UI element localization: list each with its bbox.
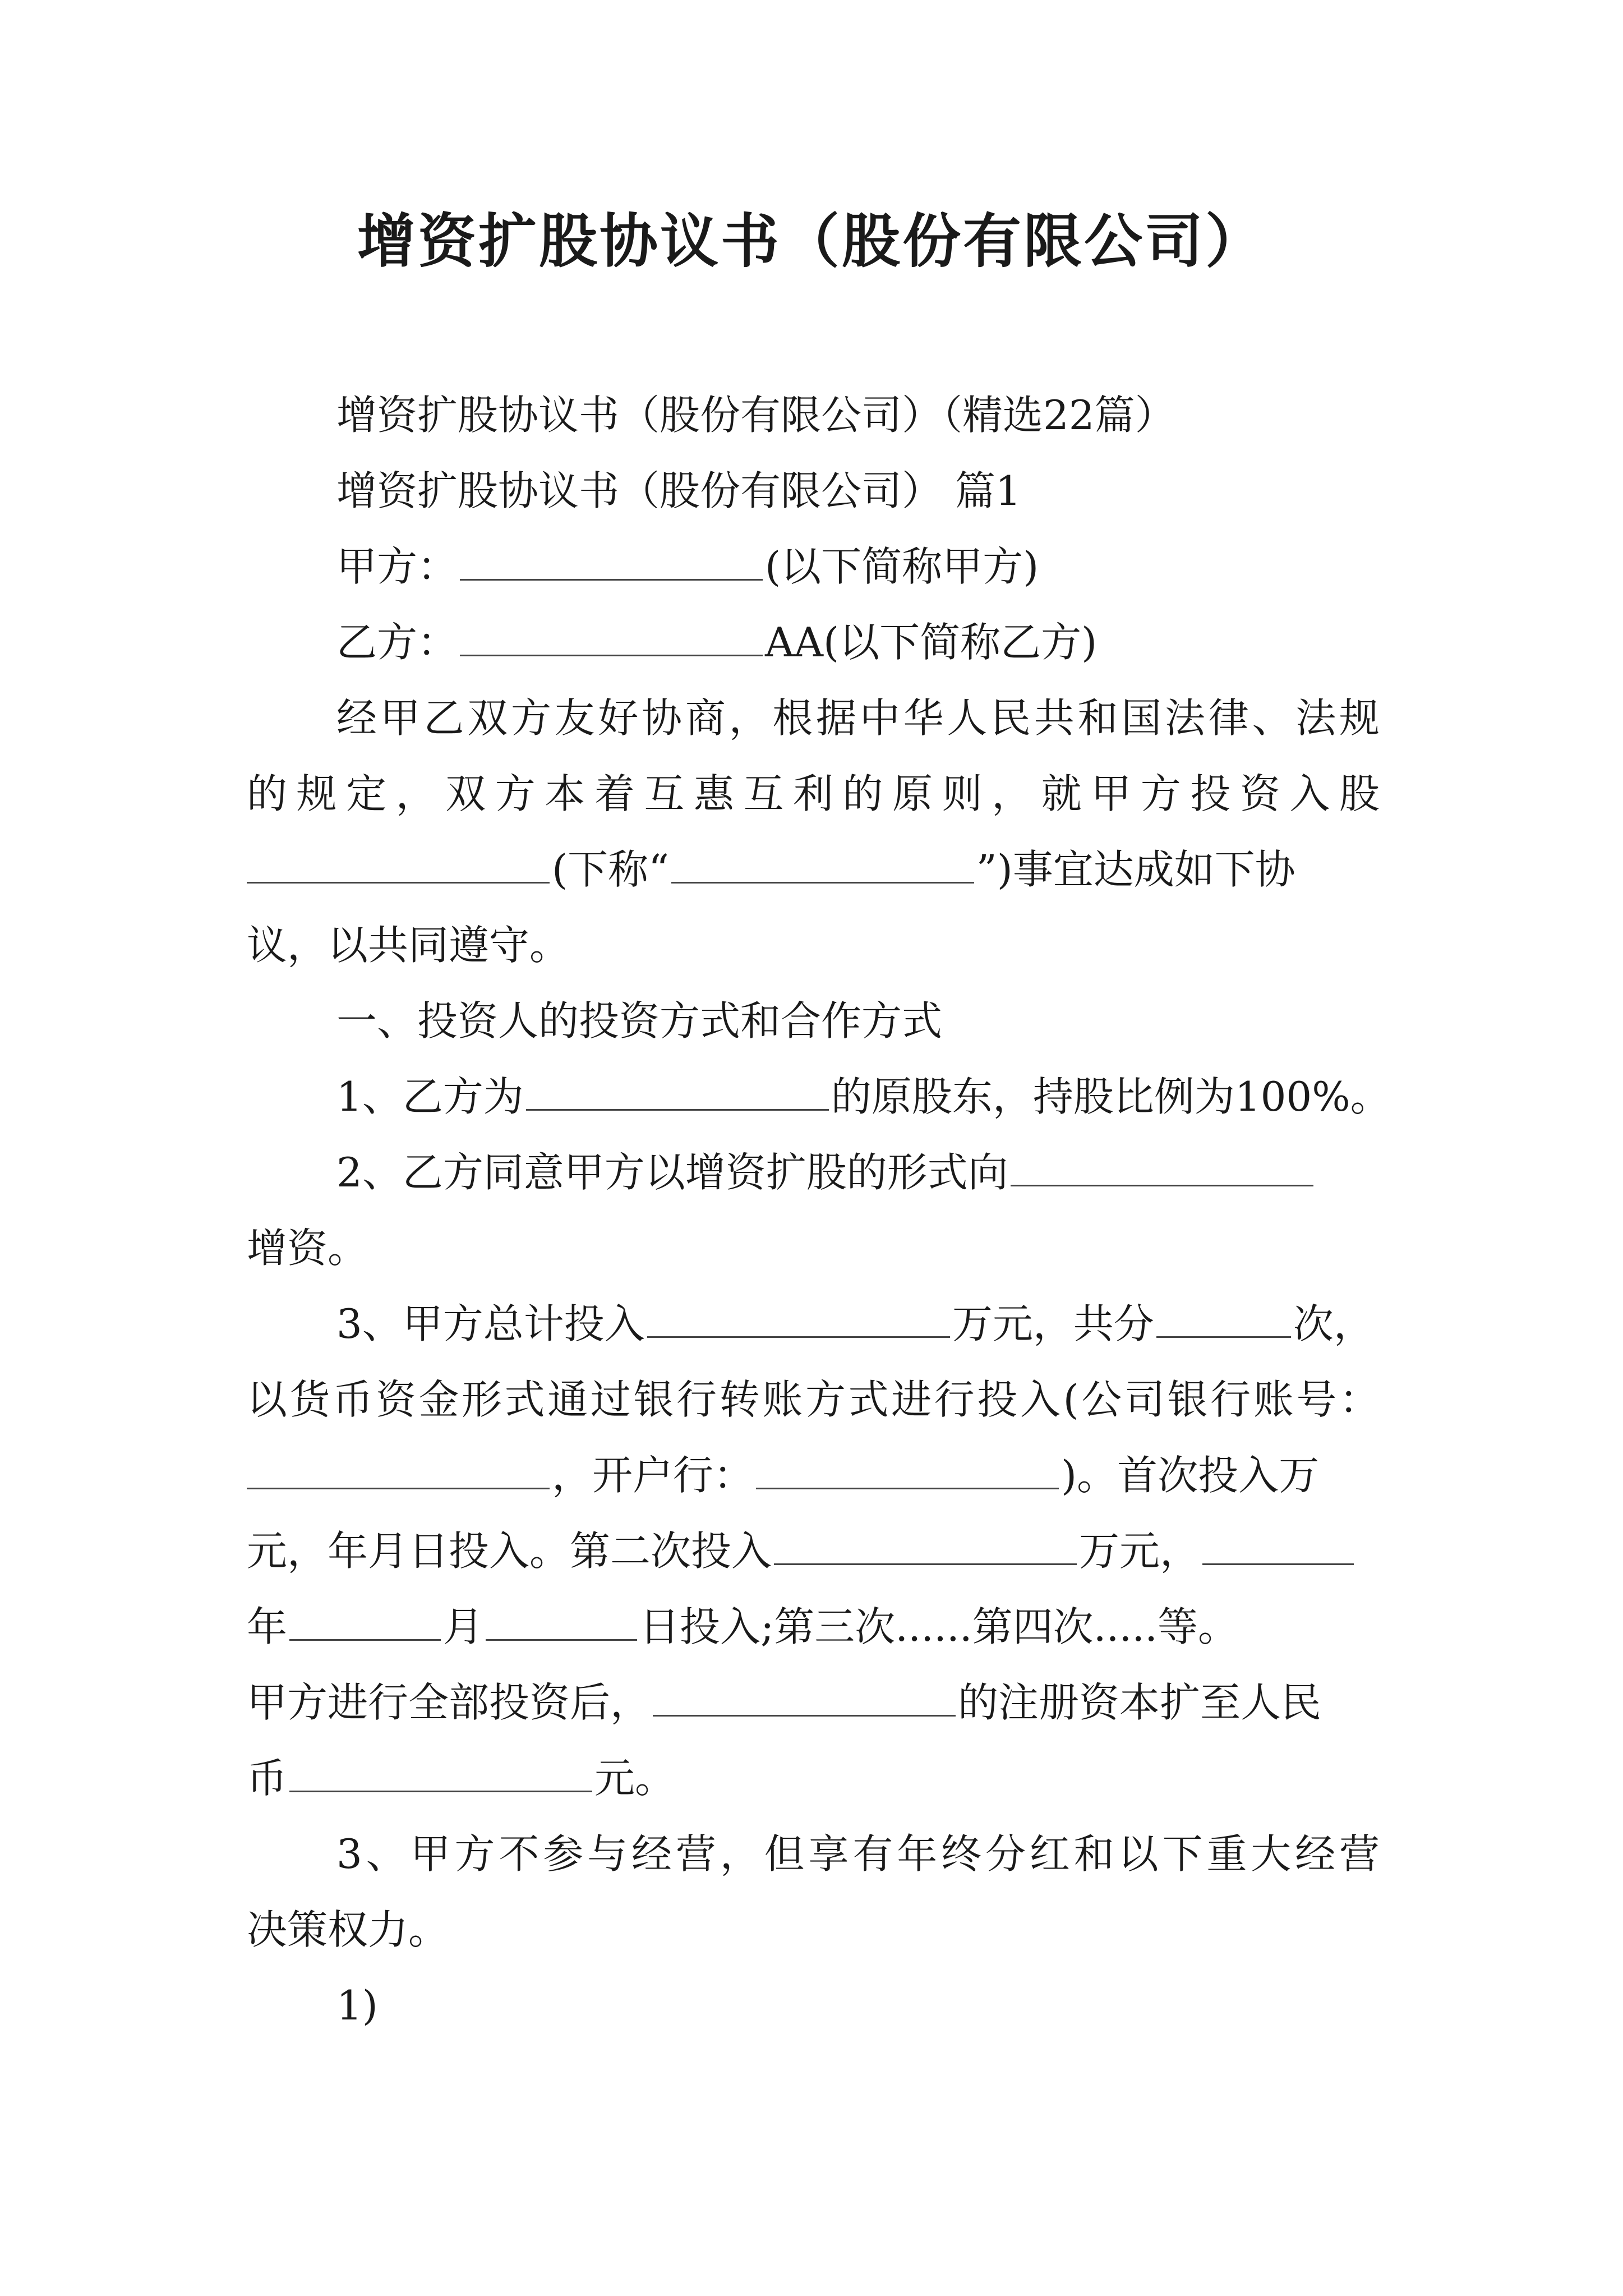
second-amount-blank bbox=[774, 1524, 1077, 1565]
party-a-blank bbox=[460, 540, 763, 581]
section-heading: 增资扩股协议书（股份有限公司） 篇1 bbox=[336, 467, 1021, 514]
sub-item-1: 1) bbox=[336, 1982, 378, 2029]
item-3-line-2: 以货币资金形式通过银行转账方式进行投入(公司银行账号： bbox=[247, 1376, 1380, 1423]
company-capital-blank bbox=[653, 1676, 956, 1717]
invest-target-blank bbox=[247, 843, 550, 884]
bank-name-blank bbox=[756, 1448, 1059, 1489]
document-heading: 增资扩股协议书（股份有限公司）（精选22篇） bbox=[336, 392, 1175, 439]
times-blank bbox=[1156, 1297, 1291, 1338]
item-3: 3、甲方总计投入 万元，共分 次， bbox=[336, 1296, 1374, 1352]
party-a-label: 甲方： bbox=[336, 543, 458, 590]
month-blank bbox=[289, 1600, 441, 1641]
item-1: 1、乙方为 的原股东，持股比例为100%。 bbox=[336, 1069, 1391, 1125]
item-3-line-7: 币 元。 bbox=[247, 1750, 675, 1806]
total-amount-blank bbox=[647, 1297, 950, 1338]
abbrev-blank bbox=[671, 843, 974, 884]
party-a-suffix: (以下简称甲方) bbox=[765, 543, 1039, 590]
company-blank bbox=[526, 1070, 829, 1111]
document-title: 增资扩股协议书（股份有限公司） bbox=[357, 206, 1266, 275]
party-b-label: 乙方： bbox=[336, 619, 458, 666]
party-b-blank bbox=[460, 615, 763, 656]
item-3-line-6: 甲方进行全部投资后， 的注册资本扩至人民 bbox=[247, 1674, 1321, 1731]
party-b-line bbox=[336, 614, 1097, 670]
party-b-suffix: AA(以下简称乙方) bbox=[765, 619, 1098, 666]
capital-amount-blank bbox=[289, 1751, 592, 1792]
intro-line-1: 经甲乙双方友好协商，根据中华人民共和国法律、法规 bbox=[336, 694, 1380, 742]
target-company-blank bbox=[1011, 1145, 1313, 1186]
item-2-cont: 增资。 bbox=[247, 1225, 368, 1272]
intro-line-2: 的规定，双方本着互惠互利的原则，就甲方投资入股 bbox=[247, 770, 1380, 817]
item-3b-line-1: 3、甲方不参与经营，但享有年终分红和以下重大经营 bbox=[336, 1830, 1380, 1878]
intro-line-4: 议，以共同遵守。 bbox=[247, 922, 570, 969]
section-1-title: 一、投资人的投资方式和合作方式 bbox=[336, 997, 943, 1045]
party-a-line bbox=[336, 539, 1039, 595]
second-year-blank bbox=[1202, 1524, 1354, 1565]
item-3-line-5: 年 月 日投入;第三次......第四次.....等。 bbox=[247, 1599, 1238, 1655]
item-3b-line-2: 决策权力。 bbox=[247, 1906, 449, 1953]
bank-account-blank bbox=[247, 1448, 550, 1489]
intro-line-3: (下称“ ”)事宜达成如下协 bbox=[247, 841, 1295, 898]
item-2: 2、乙方同意甲方以增资扩股的形式向 bbox=[336, 1144, 1316, 1200]
day-blank bbox=[486, 1600, 637, 1641]
item-3-line-3: ，开户行： )。首次投入万 bbox=[247, 1447, 1319, 1503]
item-3-line-4: 元，年月日投入。第二次投入 万元， bbox=[247, 1523, 1356, 1579]
